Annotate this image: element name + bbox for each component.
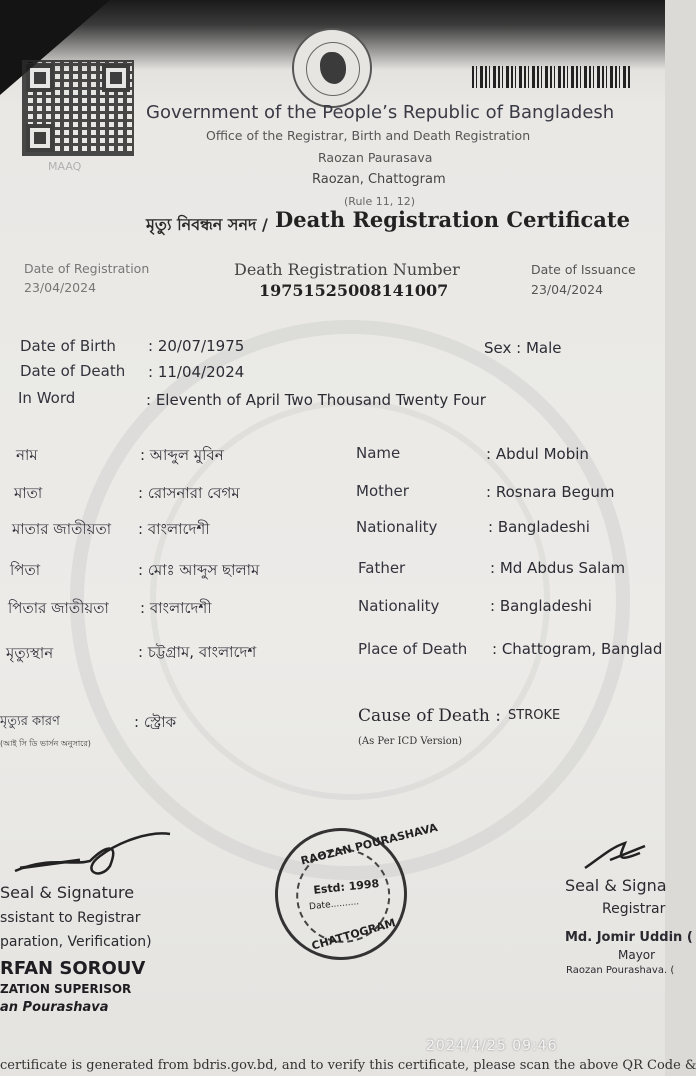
name-value: : Abdul Mobin xyxy=(486,445,589,463)
left-department: paration, Verification) xyxy=(0,934,152,950)
cause-value: STROKE xyxy=(508,708,561,723)
paurasava-name: Raozan Paurasava xyxy=(318,150,433,165)
date-of-registration-label: Date of Registration xyxy=(24,261,150,276)
certificate-title: Death Registration Certificate xyxy=(275,207,630,232)
mother-nationality-bn-label: মাতার জাতীয়তা xyxy=(12,520,112,538)
mother-nationality-label: Nationality xyxy=(356,518,438,536)
rule-reference: (Rule 11, 12) xyxy=(344,195,416,208)
place-of-death-label: Place of Death xyxy=(358,640,468,658)
father-label: Father xyxy=(358,559,406,577)
father-nationality-bn-value: : বাংলাদেশী xyxy=(140,599,212,617)
office-name: Office of the Registrar, Birth and Death Registration xyxy=(206,128,531,143)
qr-code-text: MAAQ xyxy=(48,160,82,173)
place-of-death-value: : Chattogram, Banglad xyxy=(492,640,663,658)
sex-value: Sex : Male xyxy=(484,339,562,357)
father-bn-value: : মোঃ আব্দুস ছালাম xyxy=(138,561,260,579)
place-of-death-bn-value: : চট্টগ্রাম, বাংলাদেশ xyxy=(138,643,257,661)
dob-value: : 20/07/1975 xyxy=(148,337,245,355)
barcode xyxy=(472,66,630,88)
registration-number-label: Death Registration Number xyxy=(234,260,460,279)
right-signer-office: Raozan Pourashava. ( xyxy=(566,965,675,976)
mother-label: Mother xyxy=(356,482,409,500)
father-nationality-bn-label: পিতার জাতীয়তা xyxy=(8,599,109,617)
mother-nationality-bn-value: : বাংলাদেশী xyxy=(138,520,210,538)
right-signature xyxy=(580,838,650,873)
footer-verification-text: certificate is generated from bdris.gov.bd, and to verify this certificate, please scan the above QR Code & xyxy=(0,1058,696,1073)
right-seal-signature-title: Seal & Signa xyxy=(565,876,667,895)
left-signer-office: an Pourashava xyxy=(0,1000,109,1015)
mother-bn-label: মাতা xyxy=(14,484,43,502)
left-role: ssistant to Registrar xyxy=(0,910,141,926)
mother-value: : Rosnara Begum xyxy=(486,483,615,501)
mother-nationality-value: : Bangladeshi xyxy=(488,518,590,536)
qr-finder xyxy=(102,64,130,92)
left-signer-post: ZATION SUPERISOR xyxy=(0,982,132,996)
left-signature xyxy=(10,826,170,881)
cause-label: Cause of Death : xyxy=(358,706,501,726)
cause-bn-value: : স্ট্রোক xyxy=(134,713,177,731)
father-bn-label: পিতা xyxy=(10,561,41,579)
qr-finder xyxy=(26,124,54,152)
date-of-registration: 23/04/2024 xyxy=(24,280,97,295)
in-word-value: : Eleventh of April Two Thousand Twenty Four xyxy=(146,391,486,409)
father-nationality-value: : Bangladeshi xyxy=(490,597,592,615)
date-of-issuance: 23/04/2024 xyxy=(531,282,604,297)
dob-label: Date of Birth xyxy=(20,337,116,355)
name-label: Name xyxy=(356,444,401,462)
cause-bn-note: (আই সি ডি ভার্সন অনুসারে) xyxy=(0,739,91,748)
right-signer-name: Md. Jomir Uddin ( xyxy=(565,930,693,945)
cause-note: (As Per ICD Version) xyxy=(358,736,463,747)
stamp-top-text: RAOZAN POURASHAVA xyxy=(299,820,439,868)
mother-bn-value: : রোসনারা বেগম xyxy=(138,484,240,502)
name-bn-value: : আব্দুল মুবিন xyxy=(140,446,224,464)
stamp-bottom-text: CHATTOGRAM xyxy=(310,916,397,953)
qr-code[interactable] xyxy=(22,60,134,156)
father-nationality-label: Nationality xyxy=(358,597,440,615)
name-bn-label: নাম xyxy=(16,446,38,464)
date-of-issuance-label: Date of Issuance xyxy=(531,262,636,277)
place-of-death-bn-label: মৃত্যুস্থান xyxy=(6,644,54,662)
title-bangla: মৃত্যু নিবন্ধন সনদ / xyxy=(146,215,268,234)
stamp-date: Date.......... xyxy=(308,897,360,913)
right-role: Registrar xyxy=(602,901,666,917)
qr-finder xyxy=(26,64,54,92)
dod-value: : 11/04/2024 xyxy=(148,363,245,381)
father-value: : Md Abdus Salam xyxy=(490,559,626,577)
registration-number: 19751525008141007 xyxy=(259,281,449,300)
government-name: Government of the People’s Republic of Bangladesh xyxy=(146,102,615,123)
stamp-estd: Estd: 1998 xyxy=(312,876,380,897)
dod-label: Date of Death xyxy=(20,362,126,380)
footer xyxy=(0,1044,696,1076)
in-word-label: In Word xyxy=(18,389,76,407)
location: Raozan, Chattogram xyxy=(312,172,446,187)
left-signer-name: RFAN SOROUV xyxy=(0,958,146,979)
left-seal-signature-title: Seal & Signature xyxy=(0,883,135,902)
photo-timestamp: 2024/4/25 09:46 xyxy=(426,1038,558,1054)
right-signer-post: Mayor xyxy=(618,948,656,962)
cause-bn-label: মৃত্যুর কারণ xyxy=(0,714,60,729)
government-emblem xyxy=(292,28,372,108)
